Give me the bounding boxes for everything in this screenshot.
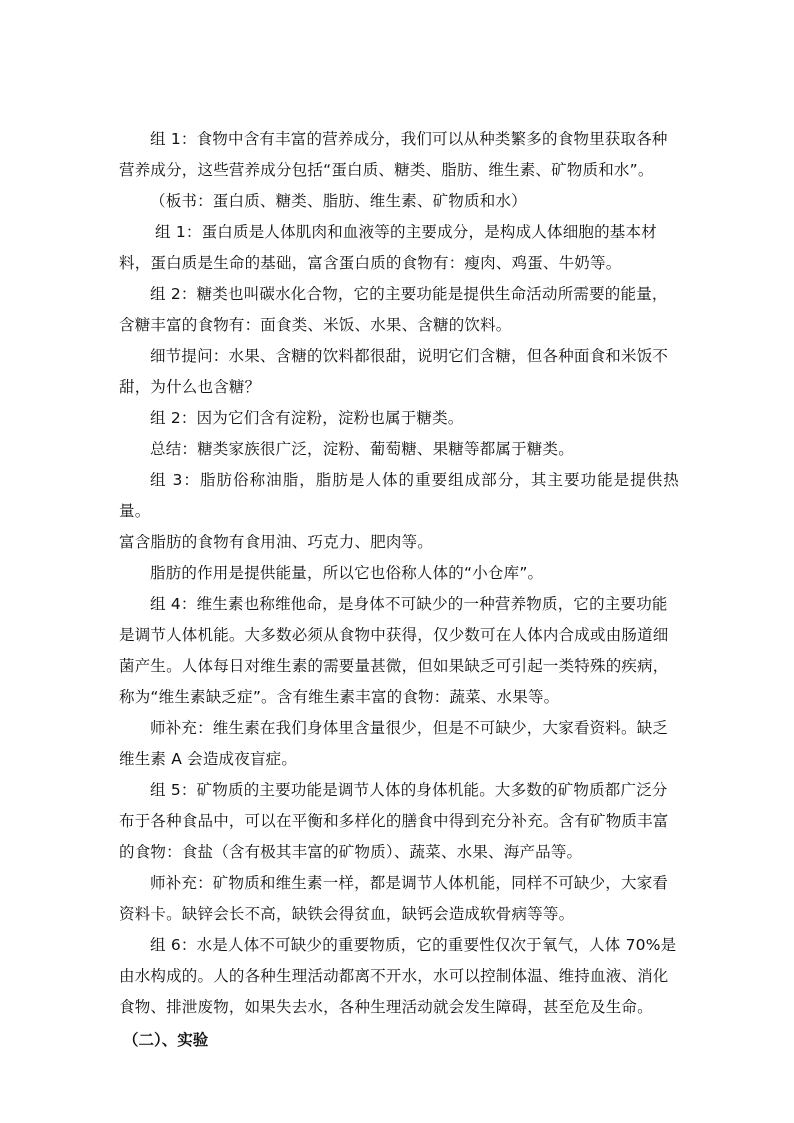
text-line: 称为“维生素缺乏症”。含有维生素丰富的食物：蔬菜、水果等。 [119,688,560,706]
paragraph-vitamins [119,589,679,713]
paragraph-water [119,930,679,1023]
text-line: 组 1：蛋白质是人体肌肉和血液等的主要成分，是构成人体细胞的基本材 [155,223,657,241]
text-line: 师补充：矿物质和维生素一样，都是调节人体机能，同样不可缺少，大家看 [150,874,669,892]
paragraph-teacher-minerals [119,868,679,930]
text-line: 料，蛋白质是生命的基础，富含蛋白质的食物有：瘦肉、鸡蛋、牛奶等。 [119,254,622,272]
text-line: 师补充：维生素在我们身体里含量很少，但是不可缺少，大家看资料。缺乏 [150,719,669,737]
text-line: 的食物：食盐（含有极其丰富的矿物质）、蔬菜、水果、海产品等。 [119,843,583,861]
text-line: 组 6：水是人体不可缺少的重要物质，它的重要性仅次于氧气，人体 70%是 [150,936,677,954]
text-line: 组 2：因为它们含有淀粉，淀粉也属于糖类。 [150,409,464,427]
section-heading-experiment: （二）、实验 [123,1031,209,1049]
text-line: 资料卡。缺锌会长不高，缺铁会得贫血，缺钙会造成软骨病等等。 [119,905,575,923]
paragraph-teacher-vitamins [119,713,679,775]
text-line: 食物、排泄废物，如果失去水，各种生理活动就会发生障碍，甚至危及生命。 [119,998,653,1016]
paragraph-protein [119,217,679,279]
paragraph-fat [119,465,679,558]
text-line: 菌产生。人体每日对维生素的需要量甚微，但如果缺乏可引起一类特殊的疾病， [119,657,669,675]
text-line: 脂肪的作用是提供能量，所以它也俗称人体的“小仓库”。 [150,564,544,582]
text-line: 组 4：维生素也称维他命，是身体不可缺少的一种营养物质，它的主要功能 [150,595,668,613]
paragraph-detail-question [119,341,679,403]
text-line: 组 3：脂肪俗称油脂，脂肪是人体的重要组成部分，其主要功能是提供热量。 [119,471,679,520]
text-line: 组 5：矿物质的主要功能是调节人体的身体机能。大多数的矿物质都广泛分 [150,781,668,799]
text-line: （板书：蛋白质、糖类、脂肪、维生素、矿物质和水） [150,192,527,210]
text-line: 维生素 A 会造成夜盲症。 [119,750,298,768]
text-line: 总结：糖类家族很广泛，淀粉、葡萄糖、果糖等都属于糖类。 [150,440,574,458]
document-body [119,124,679,1056]
paragraph-carbohydrates [119,279,679,341]
paragraph-summary [119,434,679,465]
text-line: 组 2：糖类也叫碳水化合物，它的主要功能是提供生命活动所需要的能量， [150,285,668,303]
paragraph-group1-intro [119,124,679,186]
paragraph-minerals [119,775,679,868]
text-line: 含糖丰富的食物有：面食类、米饭、水果、含糖的饮料。 [119,316,512,334]
paragraph-board-note [119,186,679,217]
text-line: 甜，为什么也含糖？ [119,378,261,396]
paragraph-starch-answer [119,403,679,434]
text-line: 营养成分，这些营养成分包括“蛋白质、糖类、脂肪、维生素、矿物质和水”。 [119,161,654,179]
text-line: 布于各种食品中，可以在平衡和多样化的膳食中得到充分补充。含有矿物质丰富 [119,812,669,830]
paragraph-fat-role [119,558,679,589]
text-line: 富含脂肪的食物有食用油、巧克力、肥肉等。 [119,533,434,551]
text-line: 由水构成的。人的各种生理活动都离不开水，水可以控制体温、维持血液、消化 [119,967,669,985]
text-line: 细节提问：水果、含糖的饮料都很甜，说明它们含糖，但各种面食和米饭不 [150,347,669,365]
text-line: 组 1：食物中含有丰富的营养成分，我们可以从种类繁多的食物里获取各种 [150,130,668,148]
text-line: 是调节人体机能。大多数必须从食物中获得，仅少数可在人体内合成或由肠道细 [119,626,669,644]
